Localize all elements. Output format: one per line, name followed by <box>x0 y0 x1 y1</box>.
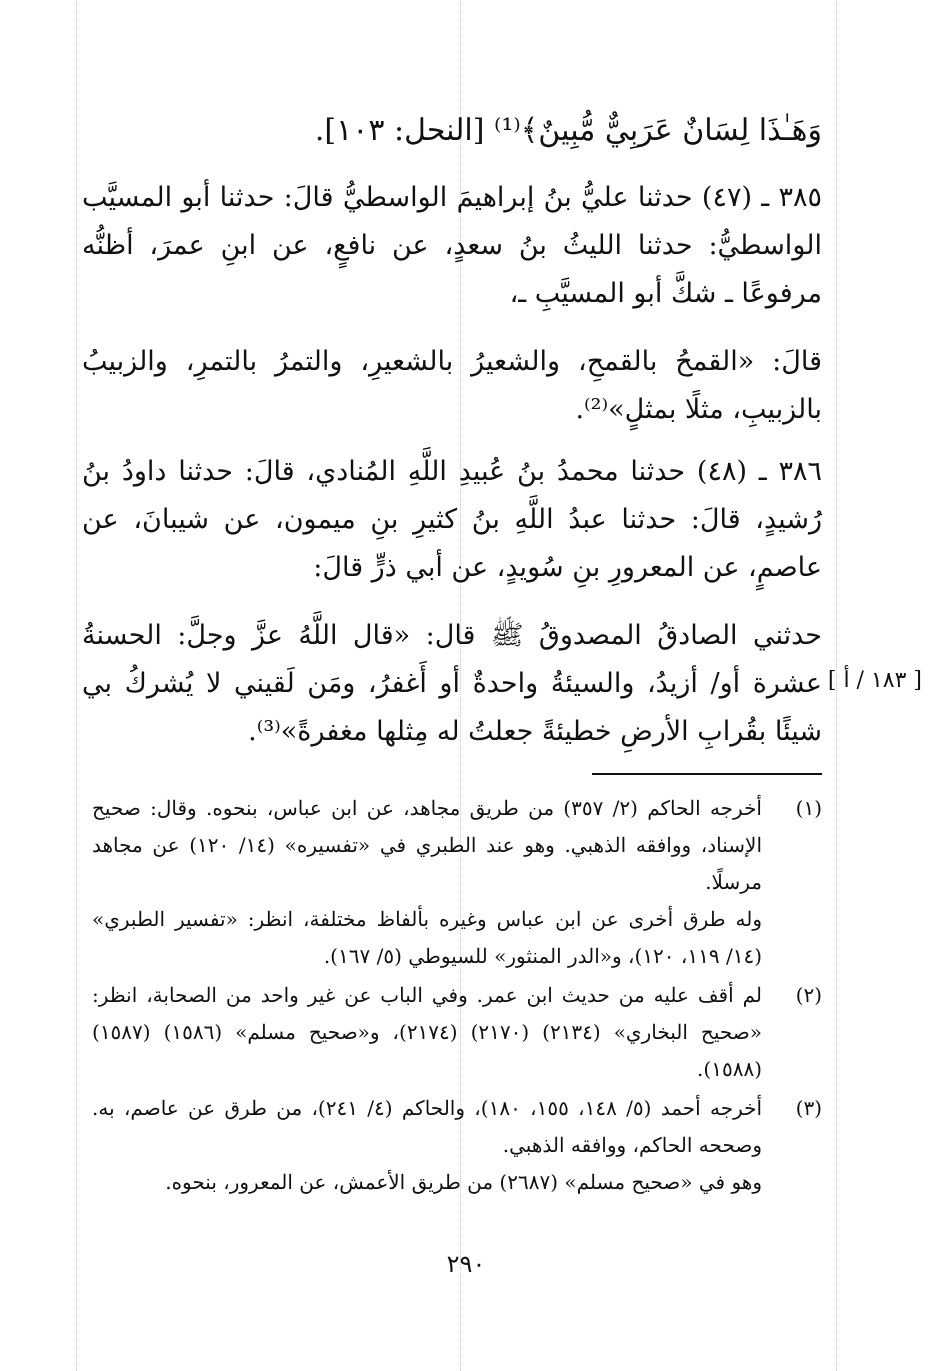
footnote-number: (١) <box>795 796 822 820</box>
footnote-3 <box>92 1090 822 1201</box>
footnotes <box>92 790 822 1203</box>
manuscript-folio-reference: [ ١٨٣ / أ ] <box>827 668 922 693</box>
page-number: ٢٩٠ <box>446 1250 486 1278</box>
quran-verse-line: وَهَـٰذَا لِسَانٌ عَرَبِيٌّ مُّبِينٌ﴾⁽¹⁾ [النحل: ١٠٣]. <box>314 113 822 148</box>
hadith-385-isnad: ٣٨٥ ـ (٤٧) حدثنا عليُّ بنُ إبراهيمَ الواسطيُّ قالَ: حدثنا أبو المسيَّب الواسطيُّ: حدثنا الليثُ بنُ سعدٍ، عن نافعٍ، عن ابنِ عمرَ، أظنُّه مرفوعًا ـ شكَّ أبو المسيَّبِ ـ، <box>82 182 823 309</box>
footnote-separator <box>592 773 822 775</box>
footnote-line: وله طرق أخرى عن ابن عباس وغيره بألفاظ مختلفة، انظر: «تفسير الطبري» (١٤/ ١١٩، ١٢٠)، و«الدر المنثور» للسيوطي (٥/ ١٦٧). <box>92 907 762 968</box>
hadith-386-matn: حدثني الصادقُ المصدوقُ ﷺ قال: «قال اللَّهُ عزَّ وجلَّ: الحسنةُ عشرة أو/ أزيدُ، والسيئةُ واحدةٌ أو أَغفرُ، ومَن لَقيني لا يُشركُ بي شيئًا بقُرابِ الأرضِ خطيئةً جعلتُ له مِثلها مغفرةً»⁽³⁾. <box>82 620 822 747</box>
hadith-386-isnad: ٣٨٦ ـ (٤٨) حدثنا محمدُ بنُ عُبيدِ اللَّهِ المُنادي، قالَ: حدثنا داودُ بنُ رُشيدٍ، قالَ: حدثنا عبدُ اللَّهِ بنُ كثيرِ بنِ ميمون، عن شيبانَ، عن عاصمٍ، عن المعرورِ بنِ سُويدٍ، عن أبي ذرٍّ قالَ: <box>82 456 822 583</box>
footnote-line: وهو في «صحيح مسلم» (٢٦٨٧) من طريق الأعمش، عن المعرور، بنحوه. <box>165 1170 762 1194</box>
scan-guide-line <box>76 0 77 1371</box>
footnote-number: (٣) <box>795 1096 822 1120</box>
footnote-1 <box>92 790 822 975</box>
hadith-385-matn: قالَ: «القمحُ بالقمحِ، والشعيرُ بالشعيرِ، والتمرُ بالتمرِ، والزبيبُ بالزبيبِ، مثلًا بمثلٍ»⁽²⁾. <box>82 346 822 425</box>
footnote-2 <box>92 977 822 1088</box>
footnote-line: لم أقف عليه من حديث ابن عمر. وفي الباب عن غير واحد من الصحابة، انظر: «صحيح البخاري» (٢١٣٤) (٢١٧٠) (٢١٧٤)، و«صحيح مسلم» (١٥٨٦) (١٥٨٧) (١٥٨٨). <box>92 983 762 1081</box>
footnote-line: أخرجه الحاكم (٢/ ٣٥٧) من طريق مجاهد، عن ابن عباس، بنحوه. وقال: صحيح الإسناد، ووافقه الذهبي. وهو عند الطبري في «تفسيره» (١٤/ ١٢٠) عن مجاهد مرسلًا. <box>92 796 762 894</box>
footnote-number: (٢) <box>795 983 822 1007</box>
footnote-line: أخرجه أحمد (٥/ ١٤٨، ١٥٥، ١٨٠)، والحاكم (٤/ ٢٤١)، من طرق عن عاصم، به. وصححه الحاكم، ووافقه الذهبي. <box>92 1096 763 1157</box>
